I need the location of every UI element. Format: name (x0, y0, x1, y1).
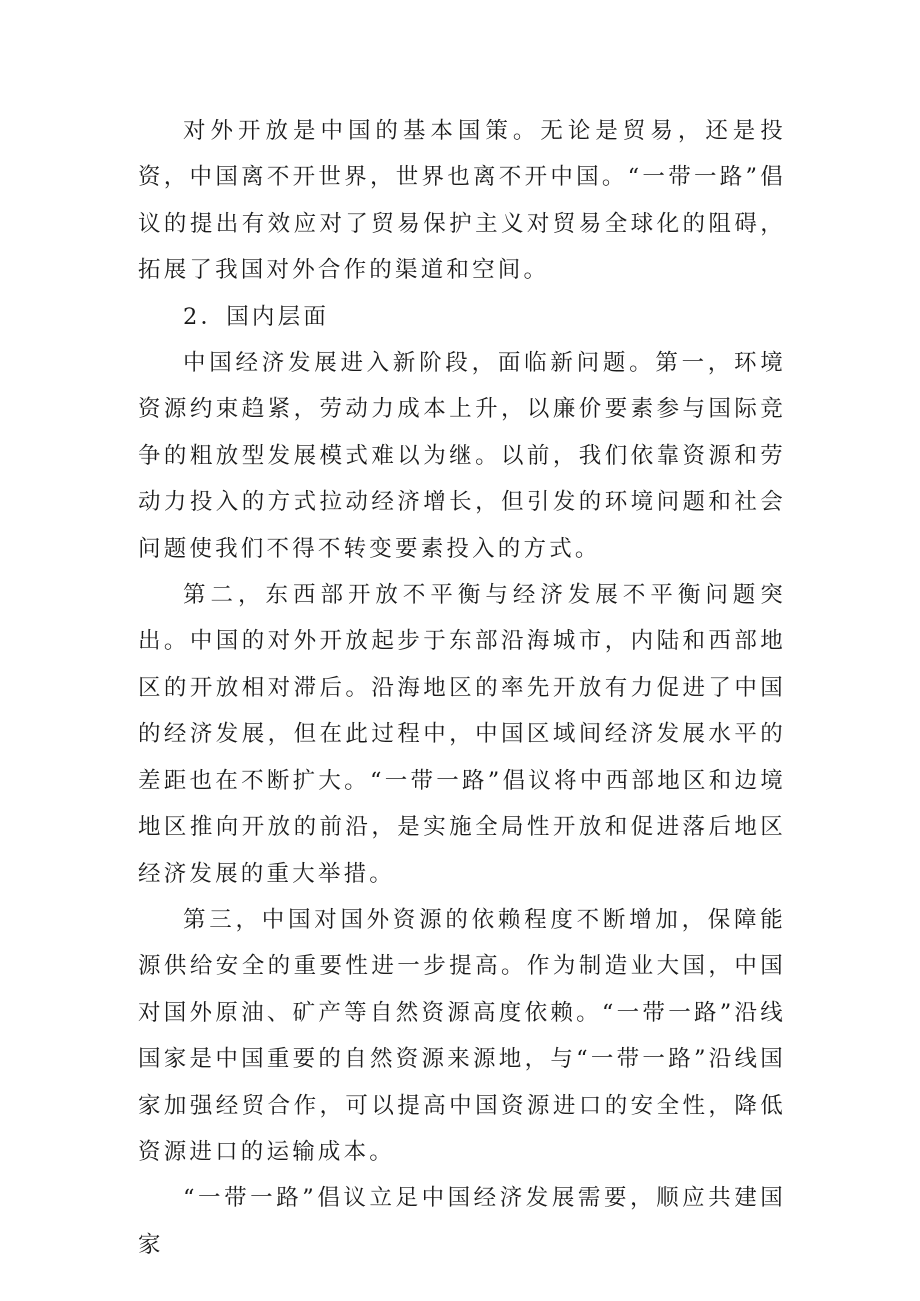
paragraph-belt-road-initiative: “一带一路”倡议立足中国经济发展需要，顺应共建国家 (138, 1185, 786, 1258)
document-body (138, 108, 786, 1268)
paragraph-opening-policy: 对外开放是中国的基本国策。无论是贸易，还是投资，中国离不开世界，世界也离不开中国。“一带一路”倡议的提出有效应对了贸易保护主义对贸易全球化的阻碍，拓展了我国对外合作的渠道和空间。 (138, 118, 786, 284)
section-heading-domestic: 2．国内层面 (183, 303, 330, 330)
paragraph-east-west-imbalance: 第二，东西部开放不平衡与经济发展不平衡问题突出。中国的对外开放起步于东部沿海城市，内陆和西部地区的开放相对滞后。沿海地区的率先开放有力促进了中国的经济发展，但在此过程中，中国区域间经济发展水平的差距也在不断扩大。“一带一路”倡议将中西部地区和边境地区推向开放的前沿，是实施全局性开放和促进落后地区经济发展的重大举措。 (138, 582, 786, 887)
paragraph-new-stage: 中国经济发展进入新阶段，面临新问题。第一，环境资源约束趋紧，劳动力成本上升，以廉价要素参与国际竞争的粗放型发展模式难以为继。以前，我们依靠资源和劳动力投入的方式拉动经济增长，但引发的环境问题和社会问题使我们不得不转变要素投入的方式。 (138, 350, 786, 562)
paragraph-resource-dependence: 第三，中国对国外资源的依赖程度不断增加，保障能源供给安全的重要性进一步提高。作为制造业大国，中国对国外原油、矿产等自然资源高度依赖。“一带一路”沿线国家是中国重要的自然资源来源地，与“一带一路”沿线国家加强经贸合作，可以提高中国资源进口的安全性，降低资源进口的运输成本。 (138, 906, 786, 1165)
